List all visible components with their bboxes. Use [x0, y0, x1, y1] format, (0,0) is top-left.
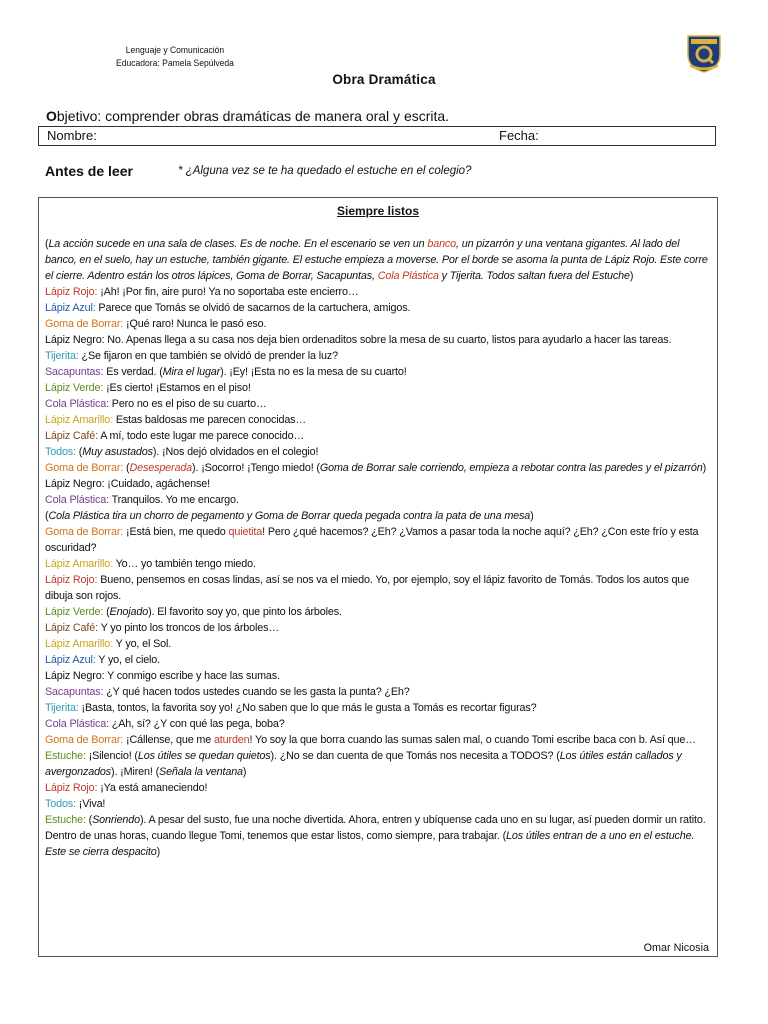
dialogue-line	[45, 236, 713, 284]
dialogue-segment: Tranquilos. Yo me encargo.	[108, 494, 239, 506]
dialogue-line	[45, 508, 713, 524]
dialogue-segment: )	[629, 270, 634, 282]
dialogue-line	[45, 380, 713, 396]
dialogue-segment: (	[103, 606, 110, 618]
dialogue-segment: )	[242, 766, 247, 778]
speaker-name: Lápiz Verde:	[45, 606, 104, 618]
speaker-name: Lápiz Rojo:	[45, 574, 98, 586]
speaker-name: Tijerita:	[45, 702, 79, 714]
speaker-name: Goma de Borrar:	[45, 462, 124, 474]
speaker-name: Lápiz Verde:	[45, 382, 104, 394]
dialogue-segment: A mí, todo este lugar me parece conocido…	[97, 430, 305, 442]
name-date-field[interactable]	[38, 126, 716, 146]
dialogue-segment: Muy asustados	[82, 446, 153, 458]
dialogue-line	[45, 716, 713, 732]
speaker-name: Lápiz Amarillo:	[45, 638, 113, 650]
speaker-name: Goma de Borrar:	[45, 526, 124, 538]
speaker-name: Lápiz Rojo:	[45, 782, 98, 794]
header-block	[112, 44, 238, 70]
school-crest-icon	[684, 33, 724, 73]
dialogue-segment: aturden	[213, 734, 250, 746]
dialogue-line	[45, 364, 713, 380]
dialogue-segment: ¡Cállense, que me	[123, 734, 214, 746]
speaker-name: Sacapuntas:	[45, 686, 104, 698]
dialogue-line	[45, 668, 713, 684]
play-content	[45, 236, 713, 860]
speaker-name: Lápiz Negro:	[45, 670, 105, 682]
dialogue-segment: ! Pero ¿qué hacemos? ¿Eh? ¿Vamos a pasar toda la noche aquí? ¿Eh? ¿Con este frío y esta oscuridad?	[45, 526, 699, 554]
dialogue-segment: (	[45, 238, 49, 250]
dialogue-segment: Cola Plástica tira un chorro de pegamento y Goma de Borrar queda pegada contra la pata de una mesa	[48, 510, 531, 522]
teacher-label: Educadora: Pamela Sepúlveda	[116, 58, 234, 69]
dialogue-segment: Desesperada	[129, 462, 193, 474]
dialogue-segment: ). A pesar del susto, fue una noche divertida. Ahora, entren y ubíquense cada uno en su lugar, así pueden dormir un ratito. Dentro de unas horas, cuando llegue Tomi, tenemos que estar listos, como siempre, para trabajar. (	[45, 814, 706, 842]
speaker-name: Cola Plástica:	[45, 718, 109, 730]
dialogue-segment: ¿Ah, sí? ¿Y con qué las pega, boba?	[108, 718, 285, 730]
dialogue-line	[45, 444, 713, 460]
dialogue-segment: ). ¡Nos dejó olvidados en el colegio!	[152, 446, 319, 458]
dialogue-segment: ¡Qué raro! Nunca le pasó eso.	[123, 318, 267, 330]
dialogue-segment: Cola Plástica	[377, 270, 439, 282]
dialogue-segment: )	[702, 462, 707, 474]
date-label: Fecha:	[499, 128, 539, 143]
dialogue-segment: Mira el lugar	[162, 366, 221, 378]
dialogue-segment: ¡Viva!	[75, 798, 106, 810]
dialogue-line	[45, 604, 713, 620]
dialogue-segment: ). ¡Miren! (	[111, 766, 160, 778]
dialogue-line	[45, 332, 713, 348]
dialogue-segment: )	[156, 846, 161, 858]
play-author: Omar Nicosia	[643, 942, 709, 954]
dialogue-segment: ¡Está bien, me quedo	[123, 526, 229, 538]
dialogue-line	[45, 476, 713, 492]
dialogue-segment: ). ¿No se dan cuenta de que Tomás nos necesita a TODOS? (	[270, 750, 560, 762]
speaker-name: Tijerita:	[45, 350, 79, 362]
speaker-name: Estuche:	[45, 814, 86, 826]
dialogue-segment: ¡Ya está amaneciendo!	[97, 782, 208, 794]
speaker-name: Lápiz Café:	[45, 430, 98, 442]
dialogue-segment: Es verdad. (	[103, 366, 163, 378]
dialogue-line	[45, 652, 713, 668]
speaker-name: Lápiz Amarillo:	[45, 414, 113, 426]
play-text-box	[38, 197, 718, 957]
dialogue-segment: Los útiles entran de a uno en el estuche. Este se cierra despacito	[45, 830, 695, 858]
speaker-name: Goma de Borrar:	[45, 734, 124, 746]
dialogue-segment: , un pizarrón y una ventana gigantes. Al lado del banco, en el suelo, hay un estuche, también gigante. El estuche empieza a moverse. Por el borde se asoma la punta de Lápiz Rojo. Este corre el cierre. Adentro están los otros lápices, Goma de Borrar, Sacapuntas,	[45, 238, 708, 282]
speaker-name: Lápiz Negro:	[45, 478, 105, 490]
objective	[46, 108, 449, 124]
dialogue-segment: ¡Basta, tontos, la favorita soy yo! ¿No saben que lo que más le gusta a Tomás es recortar figuras?	[78, 702, 537, 714]
speaker-name: Lápiz Azul:	[45, 302, 96, 314]
dialogue-segment: Estas baldosas me parecen conocidas…	[112, 414, 307, 426]
dialogue-segment: Yo… yo también tengo miedo.	[112, 558, 256, 570]
dialogue-segment: ). ¡Ey! ¡Esta no es la mesa de su cuarto!	[220, 366, 407, 378]
dialogue-line	[45, 412, 713, 428]
dialogue-line	[45, 348, 713, 364]
dialogue-line	[45, 812, 713, 860]
dialogue-line	[45, 460, 713, 476]
speaker-name: Lápiz Negro:	[45, 334, 105, 346]
dialogue-segment: Sonriendo	[92, 814, 140, 826]
speaker-name: Sacapuntas:	[45, 366, 104, 378]
dialogue-segment: (	[123, 462, 130, 474]
dialogue-segment: ! Yo soy la que borra cuando las sumas salen mal, o cuando Tomi escribe baca con b. Así que…	[249, 734, 696, 746]
dialogue-line	[45, 700, 713, 716]
speaker-name: Lápiz Café:	[45, 622, 98, 634]
dialogue-line	[45, 300, 713, 316]
dialogue-line	[45, 684, 713, 700]
dialogue-segment: Pero no es el piso de su cuarto…	[108, 398, 267, 410]
dialogue-segment: (	[85, 814, 93, 826]
objective-initial: O	[46, 108, 57, 124]
speaker-name: Cola Plástica:	[45, 398, 109, 410]
speaker-name: Todos:	[45, 446, 76, 458]
dialogue-line	[45, 620, 713, 636]
dialogue-segment: La acción sucede en una sala de clases. Es de noche. En el escenario se ven un	[48, 238, 428, 250]
dialogue-segment: ¿Y qué hacen todos ustedes cuando se les gasta la punta? ¿Eh?	[103, 686, 410, 698]
dialogue-segment: ¡Es cierto! ¡Estamos en el piso!	[103, 382, 251, 394]
dialogue-segment: )	[530, 510, 534, 522]
dialogue-segment: ¡Ah! ¡Por fin, aire puro! Ya no soportaba este encierro…	[97, 286, 359, 298]
subject-label: Lenguaje y Comunicación	[125, 45, 225, 56]
dialogue-line	[45, 316, 713, 332]
dialogue-segment: Y yo pinto los troncos de los árboles…	[97, 622, 279, 634]
dialogue-line	[45, 492, 713, 508]
speaker-name: Estuche:	[45, 750, 86, 762]
dialogue-segment: y Tijerita. Todos saltan fuera del Estuche	[438, 270, 630, 282]
dialogue-segment: ¡Silencio! (	[85, 750, 138, 762]
speaker-name: Lápiz Amarillo:	[45, 558, 113, 570]
dialogue-segment: ¿Se fijaron en que también se olvidó de prender la luz?	[78, 350, 338, 362]
speaker-name: Lápiz Azul:	[45, 654, 96, 666]
dialogue-segment: Los útiles están callados y avergonzados	[45, 750, 682, 778]
dialogue-line	[45, 396, 713, 412]
dialogue-segment: No. Apenas llega a su casa nos deja bien ordenaditos sobre la mesa de su cuarto, listos para ayudarlo a hacer las tareas.	[104, 334, 672, 346]
name-label: Nombre:	[47, 128, 97, 143]
dialogue-segment: quietita	[228, 526, 263, 538]
dialogue-segment: Goma de Borrar sale corriendo, empieza a rebotar contra las paredes y el pizarrón	[319, 462, 703, 474]
dialogue-segment: Y yo, el cielo.	[95, 654, 160, 666]
before-reading-question: * ¿Alguna vez se te ha quedado el estuche en el colegio?	[178, 165, 472, 177]
dialogue-segment: Enojado	[109, 606, 149, 618]
dialogue-segment: ). El favorito soy yo, que pinto los árboles.	[148, 606, 342, 618]
dialogue-segment: ). ¡Socorro! ¡Tengo miedo! (	[192, 462, 320, 474]
dialogue-line	[45, 780, 713, 796]
dialogue-line	[45, 636, 713, 652]
speaker-name: Goma de Borrar:	[45, 318, 124, 330]
speaker-name: Todos:	[45, 798, 76, 810]
before-reading-label: Antes de leer	[45, 163, 133, 179]
dialogue-segment: (	[75, 446, 83, 458]
play-title: Siempre listos	[336, 204, 420, 218]
dialogue-line	[45, 796, 713, 812]
page-title: Obra Dramática	[332, 72, 436, 87]
dialogue-segment: banco	[427, 238, 457, 250]
dialogue-line	[45, 428, 713, 444]
speaker-name: Lápiz Rojo:	[45, 286, 98, 298]
dialogue-segment: (	[45, 510, 49, 522]
dialogue-line	[45, 556, 713, 572]
dialogue-segment: Bueno, pensemos en cosas lindas, así se nos va el miedo. Yo, por ejemplo, soy el lápiz favorito de Tomás. Todos los autos que dibuja son rojos.	[45, 574, 690, 602]
objective-text: bjetivo: comprender obras dramáticas de manera oral y escrita.	[56, 108, 450, 124]
dialogue-segment: Parece que Tomás se olvidó de sacarnos de la cartuchera, amigos.	[95, 302, 411, 314]
dialogue-line	[45, 284, 713, 300]
dialogue-line	[45, 524, 713, 556]
dialogue-segment: Y conmigo escribe y hace las sumas.	[104, 670, 280, 682]
dialogue-line	[45, 748, 713, 780]
dialogue-segment: Señala la ventana	[159, 766, 243, 778]
dialogue-line	[45, 572, 713, 604]
dialogue-segment: Los útiles se quedan quietos	[137, 750, 271, 762]
dialogue-segment: ¡Cuidado, agáchense!	[104, 478, 210, 490]
dialogue-line	[45, 732, 713, 748]
dialogue-segment: Y yo, el Sol.	[112, 638, 172, 650]
speaker-name: Cola Plástica:	[45, 494, 109, 506]
